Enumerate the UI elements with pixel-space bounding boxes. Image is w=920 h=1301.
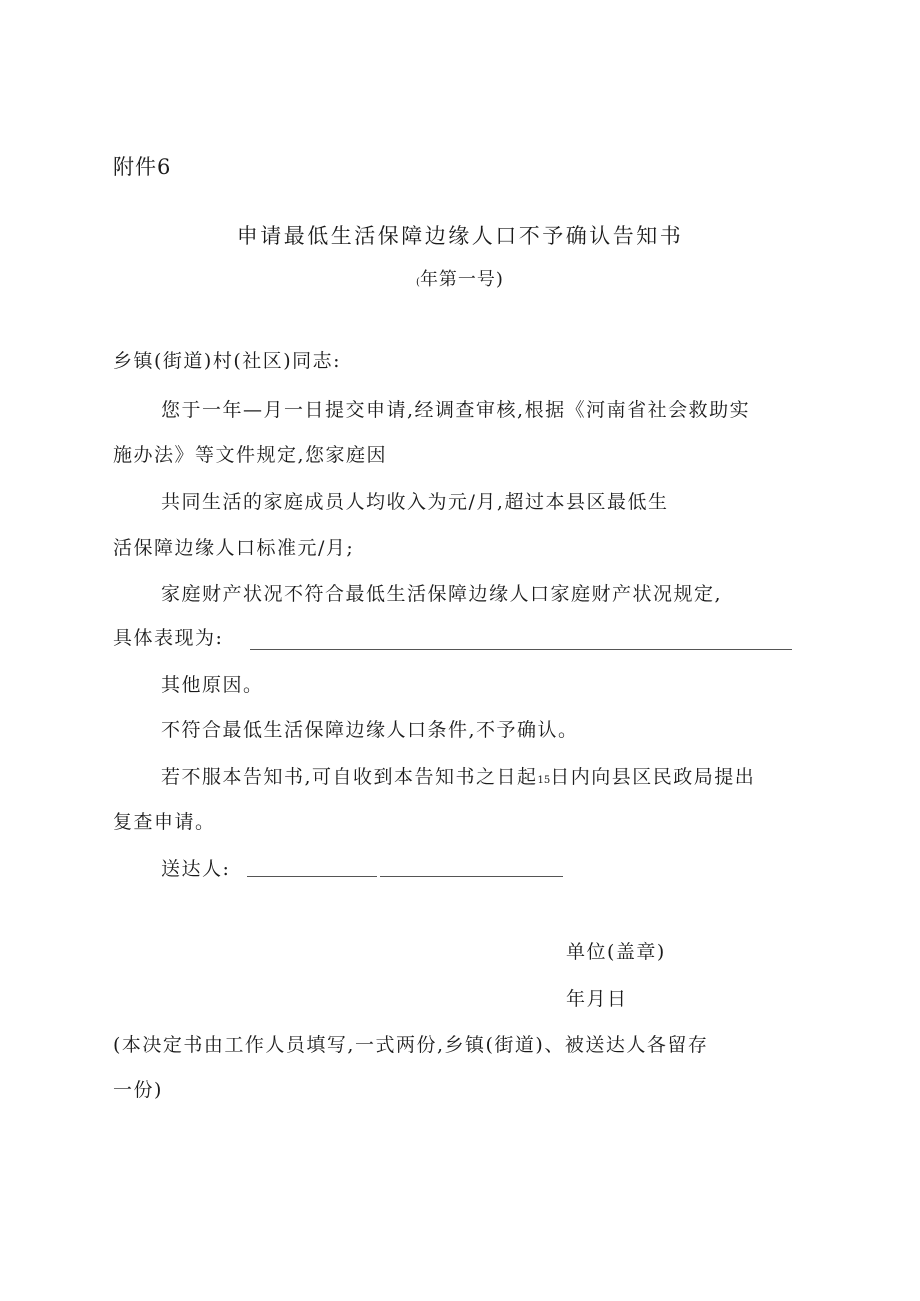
paragraph-1-line-1: 您于一年—月一日提交申请,经调查审核,根据《河南省社会救助实	[161, 399, 751, 421]
document-number	[0, 268, 920, 295]
paragraph-1-line-2: 施办法》等文件规定,您家庭因	[113, 444, 388, 466]
unit-seal: 单位(盖章)	[566, 941, 666, 963]
paragraph-6-days: 15	[537, 775, 551, 786]
paragraph-3-line-2-label: 具体表现为:	[113, 627, 224, 649]
document-number-prefix: (	[416, 277, 420, 288]
paragraph-6-line-1-part-b: 日内向县区民政局提出	[550, 766, 756, 788]
date-line: 年月日	[566, 988, 628, 1010]
note-line-2: 一份)	[113, 1079, 163, 1101]
note-line-1: (本决定书由工作人员填写,一式两份,乡镇(街道)、被送达人各留存	[113, 1034, 709, 1056]
salutation: 乡镇(街道)村(社区)同志:	[113, 350, 342, 372]
paragraph-3-line-1: 家庭财产状况不符合最低生活保障边缘人口家庭财产状况规定,	[161, 583, 723, 605]
paragraph-6-line-1	[161, 765, 755, 793]
paragraph-5: 不符合最低生活保障边缘人口条件,不予确认。	[161, 719, 579, 741]
paragraph-4: 其他原因。	[161, 674, 264, 696]
specific-details-underline	[250, 649, 792, 650]
deliverer-label: 送达人:	[161, 858, 231, 880]
document-title: 申请最低生活保障边缘人口不予确认告知书	[236, 224, 684, 248]
paragraph-2-line-2: 活保障边缘人口标准元/月;	[113, 537, 355, 559]
paragraph-6-line-2: 复查申请。	[113, 811, 216, 833]
paragraph-6-line-1-part-a: 若不服本告知书,可自收到本告知书之日起	[161, 766, 538, 788]
attachment-label: 附件6	[113, 155, 172, 179]
deliverer-underline-1	[247, 876, 377, 877]
deliverer-underline-2	[380, 876, 563, 877]
document-number-text: 年第一号)	[419, 269, 504, 290]
paragraph-2-line-1: 共同生活的家庭成员人均收入为元/月,超过本县区最低生	[161, 491, 669, 513]
